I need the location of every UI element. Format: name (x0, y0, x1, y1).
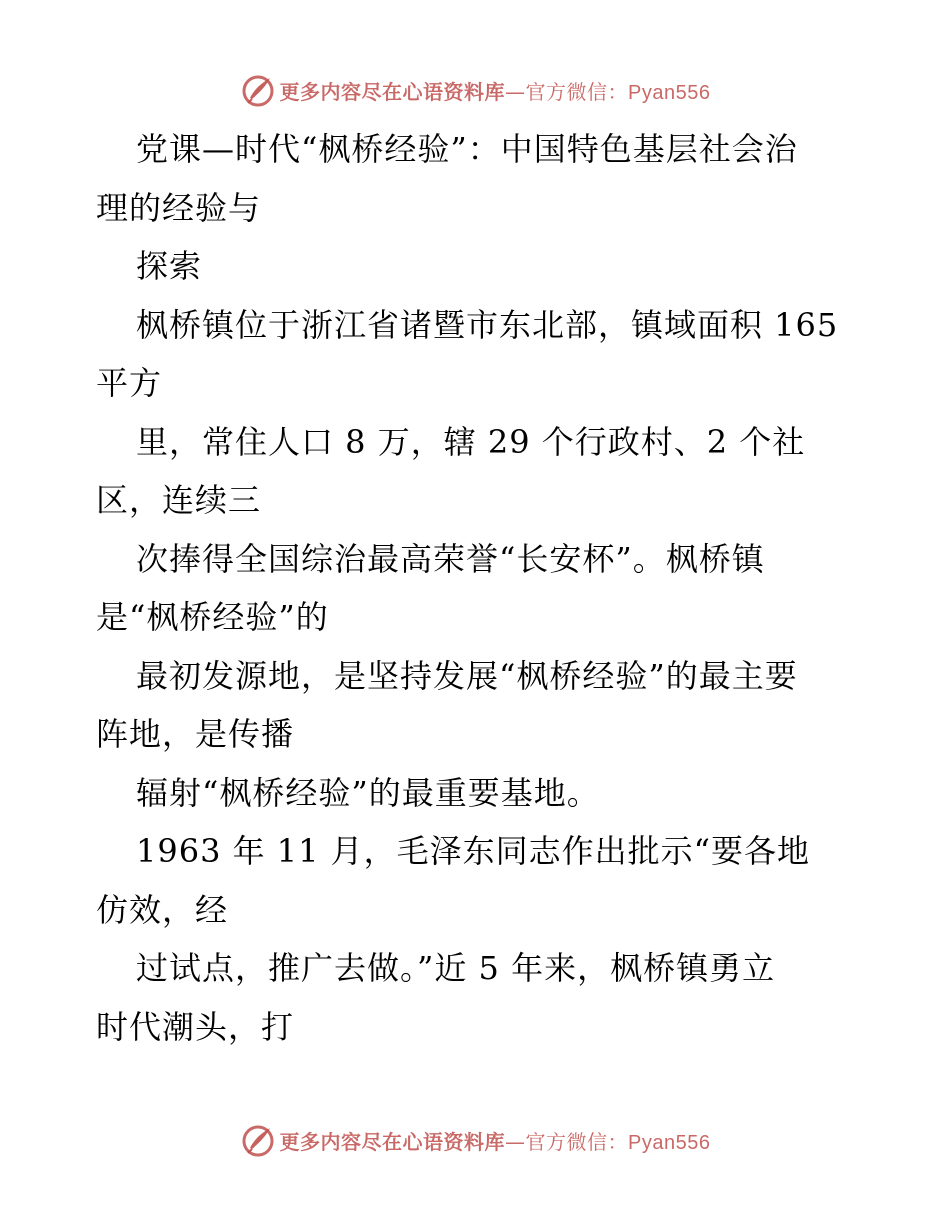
banner-wechat-id: Pyan556 (628, 81, 711, 104)
doc-line: 理的经验与 (96, 188, 262, 227)
banner-main-text: 更多内容尽在心语资料库 (279, 1129, 506, 1154)
doc-line: 时代潮头，打 (96, 1007, 295, 1046)
doc-line: 是“枫桥经验”的 (96, 598, 329, 636)
banner-wechat-id: Pyan556 (628, 1131, 711, 1154)
doc-line: 1963 年 11 月，毛泽东同志作出批示“要各地 (136, 832, 811, 870)
doc-line: 党课—时代“枫桥经验”：中国特色基层社会治 (136, 130, 798, 168)
header-watermark-banner (0, 70, 950, 110)
banner-dash: — (505, 79, 526, 104)
quill-logo-icon (240, 1122, 276, 1158)
banner-dash: — (505, 1129, 526, 1154)
doc-line: 仿效，经 (96, 890, 229, 929)
doc-line: 辐射“枫桥经验”的最重要基地。 (136, 773, 600, 812)
banner-wechat-label: 官方微信： (525, 79, 629, 104)
quill-logo-icon (240, 72, 276, 108)
doc-line: 平方 (96, 364, 163, 402)
doc-line: 里，常住人口 8 万，辖 29 个行政村、2 个社 (136, 422, 806, 461)
banner-main-text: 更多内容尽在心语资料库 (279, 79, 506, 104)
doc-line: 阵地，是传播 (96, 715, 295, 753)
doc-line: 过试点，推广去做。”近 5 年来，枫桥镇勇立 (136, 949, 776, 987)
footer-watermark-banner (0, 1120, 950, 1160)
doc-line: 次捧得全国综治最高荣誉“长安杯”。枫桥镇 (136, 539, 765, 578)
doc-line: 枫桥镇位于浙江省诸暨市东北部，镇域面积 165 (136, 305, 839, 344)
banner-wechat-label: 官方微信： (525, 1129, 629, 1154)
doc-line: 区，连续三 (96, 481, 262, 519)
doc-line: 探索 (136, 247, 203, 285)
document-body (96, 120, 866, 1056)
doc-line: 最初发源地，是坚持发展“枫桥经验”的最主要 (136, 656, 798, 695)
